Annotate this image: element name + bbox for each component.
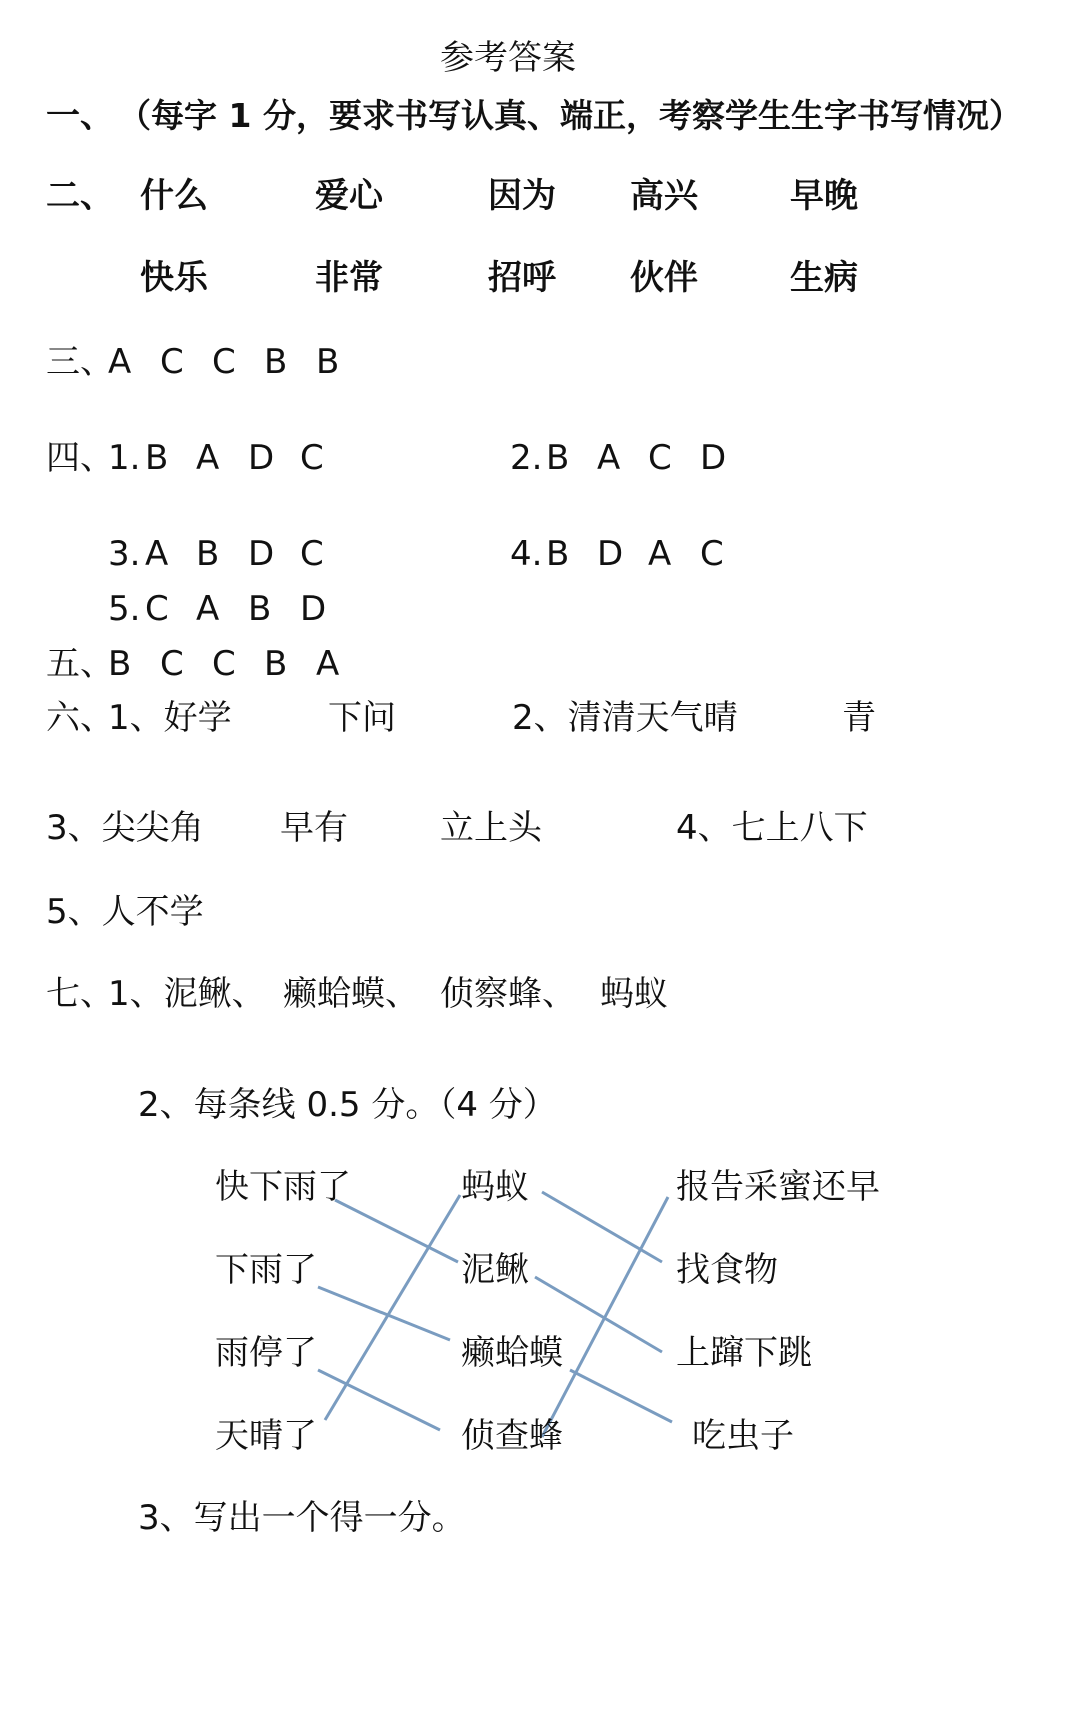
choice-answer: A bbox=[145, 534, 169, 574]
match-middle-item: 蚂蚁 bbox=[461, 1167, 529, 1207]
section-7-label: 七、 bbox=[46, 974, 114, 1014]
fill-answer: 下问 bbox=[328, 698, 396, 738]
choice-answer: C bbox=[160, 644, 184, 684]
section-6-label: 六、 bbox=[46, 698, 114, 738]
choice-answer: C bbox=[700, 534, 724, 574]
word-answer: 招呼 bbox=[488, 258, 556, 298]
fill-answer: 5、人不学 bbox=[46, 892, 204, 932]
choice-answer: C bbox=[212, 644, 236, 684]
item-number: 2. bbox=[510, 438, 543, 478]
choice-answer: B bbox=[108, 644, 132, 684]
choice-answer: C bbox=[160, 342, 184, 382]
choice-answer: C bbox=[212, 342, 236, 382]
choice-answer: D bbox=[597, 534, 624, 574]
match-left-item: 雨停了 bbox=[215, 1333, 317, 1373]
match-left-item: 快下雨了 bbox=[215, 1167, 351, 1207]
choice-answer: B bbox=[196, 534, 220, 574]
fill-answer: 3、尖尖角 bbox=[46, 808, 204, 848]
section-4-label: 四、 bbox=[46, 438, 114, 478]
match-right-item: 吃虫子 bbox=[692, 1416, 794, 1456]
match-middle-item: 侦查蜂 bbox=[461, 1416, 563, 1456]
section-1-text: （每字 1 分，要求书写认真、端正，考察学生生字书写情况） bbox=[118, 96, 1022, 135]
choice-answer: B bbox=[145, 438, 169, 478]
word-answer: 伙伴 bbox=[630, 258, 698, 298]
fill-answer: 4、七上八下 bbox=[676, 808, 868, 848]
choice-answer: D bbox=[248, 438, 275, 478]
word-answer: 早晚 bbox=[790, 176, 858, 216]
match-middle-item: 癞蛤蟆 bbox=[461, 1333, 563, 1373]
section-1-label: 一、 bbox=[46, 96, 114, 136]
word-answer: 高兴 bbox=[630, 176, 698, 216]
choice-answer: A bbox=[597, 438, 621, 478]
match-middle-item: 泥鳅 bbox=[461, 1250, 529, 1290]
fill-answer: 蚂蚁 bbox=[600, 974, 668, 1014]
word-answer: 生病 bbox=[790, 258, 858, 298]
fill-answer: 2、清清天气晴 bbox=[512, 698, 738, 738]
word-answer: 非常 bbox=[315, 258, 383, 298]
fill-answer: 青 bbox=[842, 698, 876, 738]
match-right-item: 找食物 bbox=[676, 1250, 778, 1290]
word-answer: 什么 bbox=[140, 176, 208, 216]
choice-answer: A bbox=[108, 342, 132, 382]
section-3-label: 三、 bbox=[46, 342, 114, 382]
choice-answer: B bbox=[264, 644, 288, 684]
fill-answer: 立上头 bbox=[440, 808, 542, 848]
item-number: 3. bbox=[108, 534, 141, 574]
match-left-item: 天晴了 bbox=[215, 1416, 317, 1456]
word-answer: 快乐 bbox=[140, 258, 208, 298]
item-number: 4. bbox=[510, 534, 543, 574]
match-right-item: 报告采蜜还早 bbox=[676, 1167, 880, 1207]
match-line bbox=[570, 1370, 672, 1422]
choice-answer: A bbox=[196, 589, 220, 629]
choice-answer: D bbox=[700, 438, 727, 478]
item-number: 5. bbox=[108, 589, 141, 629]
choice-answer: B bbox=[264, 342, 288, 382]
scoring-note: 3、写出一个得一分。 bbox=[138, 1498, 466, 1538]
fill-answer: 1、泥鳅、 bbox=[108, 974, 266, 1014]
page-title: 参考答案 bbox=[440, 38, 576, 78]
section-2-label: 二、 bbox=[46, 176, 114, 216]
match-right-item: 上蹿下跳 bbox=[676, 1333, 812, 1373]
choice-answer: C bbox=[300, 438, 324, 478]
choice-answer: B bbox=[546, 438, 570, 478]
choice-answer: D bbox=[248, 534, 275, 574]
choice-answer: C bbox=[300, 534, 324, 574]
fill-answer: 早有 bbox=[280, 808, 348, 848]
match-line bbox=[542, 1197, 668, 1437]
item-number: 1. bbox=[108, 438, 141, 478]
choice-answer: A bbox=[196, 438, 220, 478]
choice-answer: B bbox=[546, 534, 570, 574]
choice-answer: B bbox=[316, 342, 340, 382]
choice-answer: D bbox=[300, 589, 327, 629]
word-answer: 爱心 bbox=[315, 176, 383, 216]
match-line bbox=[542, 1192, 662, 1262]
match-line bbox=[318, 1287, 450, 1340]
fill-answer: 侦察蜂、 bbox=[440, 974, 576, 1014]
section-5-label: 五、 bbox=[46, 644, 114, 684]
fill-answer: 1、好学 bbox=[108, 698, 232, 738]
match-left-item: 下雨了 bbox=[215, 1250, 317, 1290]
choice-answer: C bbox=[145, 589, 169, 629]
fill-answer: 癞蛤蟆、 bbox=[283, 974, 419, 1014]
choice-answer: A bbox=[316, 644, 340, 684]
scoring-note: 2、每条线 0.5 分。（4 分） bbox=[138, 1085, 557, 1125]
word-answer: 因为 bbox=[488, 176, 556, 216]
choice-answer: C bbox=[648, 438, 672, 478]
choice-answer: B bbox=[248, 589, 272, 629]
choice-answer: A bbox=[648, 534, 672, 574]
